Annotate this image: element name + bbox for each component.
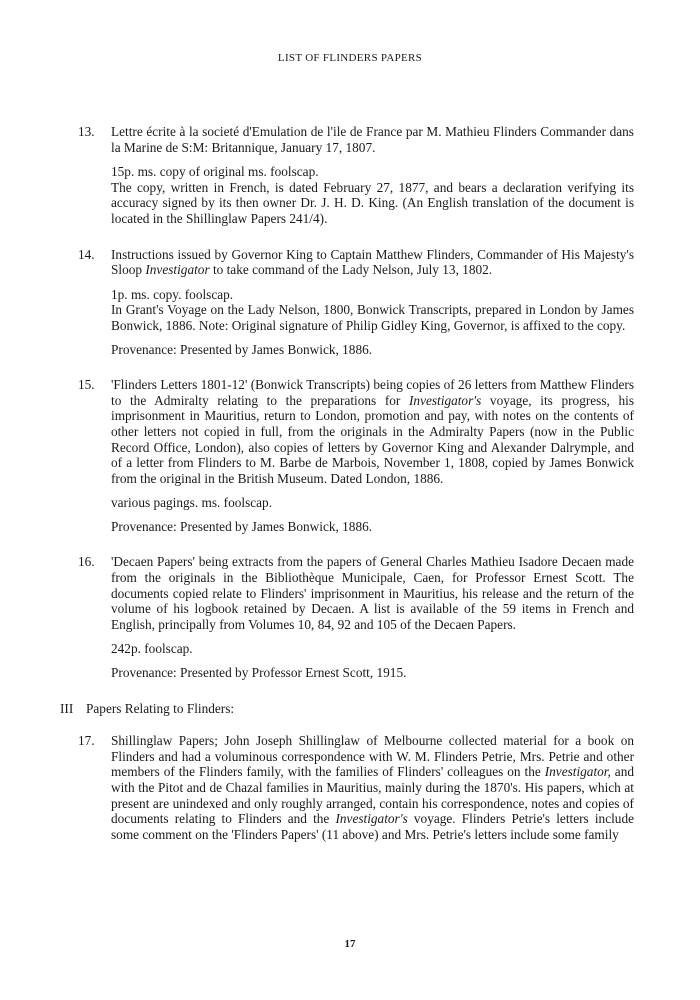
entry-format: 15p. ms. copy of original ms. foolscap. <box>111 164 319 180</box>
entry-provenance: Provenance: Presented by James Bonwick, 1886. <box>111 341 373 357</box>
entry-number: 15. <box>78 377 95 393</box>
entry-body <box>111 733 634 851</box>
title-text: 'Flinders Letters 1801-12' (Bonwick Transcripts) being copies of 26 letters from Matthew Flinders to the Admiralty relating to the preparations for <box>111 377 634 408</box>
running-header: LIST OF FLINDERS PAPERS <box>277 52 423 64</box>
ship-name: Investigator's <box>409 392 482 408</box>
entry-body <box>111 377 634 534</box>
list-entry-13 <box>78 124 634 227</box>
entry-format: 1p. ms. copy. foolscap. <box>111 286 234 302</box>
entry-number: 16. <box>78 554 95 570</box>
entry-format: 242p. foolscap. <box>111 641 193 657</box>
entry-provenance: Provenance: Presented by James Bonwick, 1886. <box>111 518 373 534</box>
list-entry-14 <box>78 247 634 358</box>
entry-body <box>111 124 634 227</box>
entry-title <box>111 247 634 278</box>
title-text: Instructions issued by Governor King to Captain Matthew Flinders, Commander of His Majesty's Sloop <box>111 246 634 278</box>
page-number: 17 <box>344 938 356 950</box>
entry-note: The copy, written in French, is dated February 27, 1877, and bears a declaration verifying its accuracy signed by its then owner Dr. J. H. D. King. (An English translation of the document is located in the Shillinglaw Papers 241/4). <box>111 179 634 226</box>
entry-body <box>111 554 634 680</box>
entry-title: Lettre écrite à la societé d'Emulation de l'ile de France par M. Mathieu Flinders Commander dans la Marine de S:M: Britannique, January 17, 1807. <box>111 124 634 155</box>
title-text: voyage, its progress, his imprisonment in Mauritius, return to London, promotion and pay, with notes on the contents of other letters not copied in full, from the originals in the Admiralty Papers (now in the Public Record Office, London), also copies of letters by Governor King and Alexander Dalrymple, and of a letter from Flinders to M. Barbe de Marbois, November 1, 1808, copied by James Bonwick from the original in the British Museum. Dated London, 1886. <box>111 392 634 486</box>
entry-number: 14. <box>78 246 95 262</box>
document-body <box>60 124 634 871</box>
list-entry-16 <box>78 554 634 680</box>
list-entry-17 <box>78 733 634 851</box>
entry-number: 17. <box>78 733 95 749</box>
ship-name: Investigator's <box>335 811 408 827</box>
title-text: and with the Pitot and de Chazal families in Mauritius, mainly during the 1870's. His papers, which at present are unindexed and only roughly arranged, contain his correspondence, notes and copies of documents relating to Flinders and the <box>111 764 634 827</box>
entry-number: 13. <box>78 124 95 139</box>
title-text: to take command of the Lady Nelson, July 13, 1802. <box>209 262 493 278</box>
title-text: Shillinglaw Papers; John Joseph Shillinglaw of Melbourne collected material for a book on Flinders and had a voluminous correspondence with W. M. Flinders Petrie, Mrs. Petrie and other members of the Flinders family, with the families of Flinders' colleagues on the <box>111 733 634 780</box>
title-text: voyage. Flinders Petrie's letters include some comment on the 'Flinders Papers' (11 above) and Mrs. Petrie's letters include some family <box>111 811 634 842</box>
ship-name: Investigator <box>145 262 210 278</box>
entry-title <box>111 377 634 486</box>
section-heading <box>60 701 634 717</box>
entry-title <box>111 733 634 842</box>
list-entry-15 <box>78 377 634 534</box>
entry-body <box>111 247 634 358</box>
entry-title: 'Decaen Papers' being extracts from the papers of General Charles Mathieu Isadore Decaen made from the originals in the Bibliothèque Municipale, Caen, for Professor Ernest Scott. The documents copied relate to Flinders' imprisonment in Mauritius, his release and the return of the volume of his logbook retained by Decaen. A list is available of the 59 items in French and English, principally from Volumes 10, 84, 92 and 105 of the Decaen Papers. <box>111 554 634 632</box>
entry-provenance: Provenance: Presented by Professor Ernest Scott, 1915. <box>111 665 407 681</box>
ship-name: Investigator, <box>544 764 611 780</box>
section-numeral: III <box>60 700 74 716</box>
entry-note: In Grant's Voyage on the Lady Nelson, 1800, Bonwick Transcripts, prepared in London by James Bonwick, 1886. Note: Original signature of Philip Gidley King, Governor, is affixed to the copy. <box>111 302 634 333</box>
section-title: Papers Relating to Flinders: <box>86 700 235 716</box>
entry-format: various pagings. ms. foolscap. <box>111 495 273 511</box>
